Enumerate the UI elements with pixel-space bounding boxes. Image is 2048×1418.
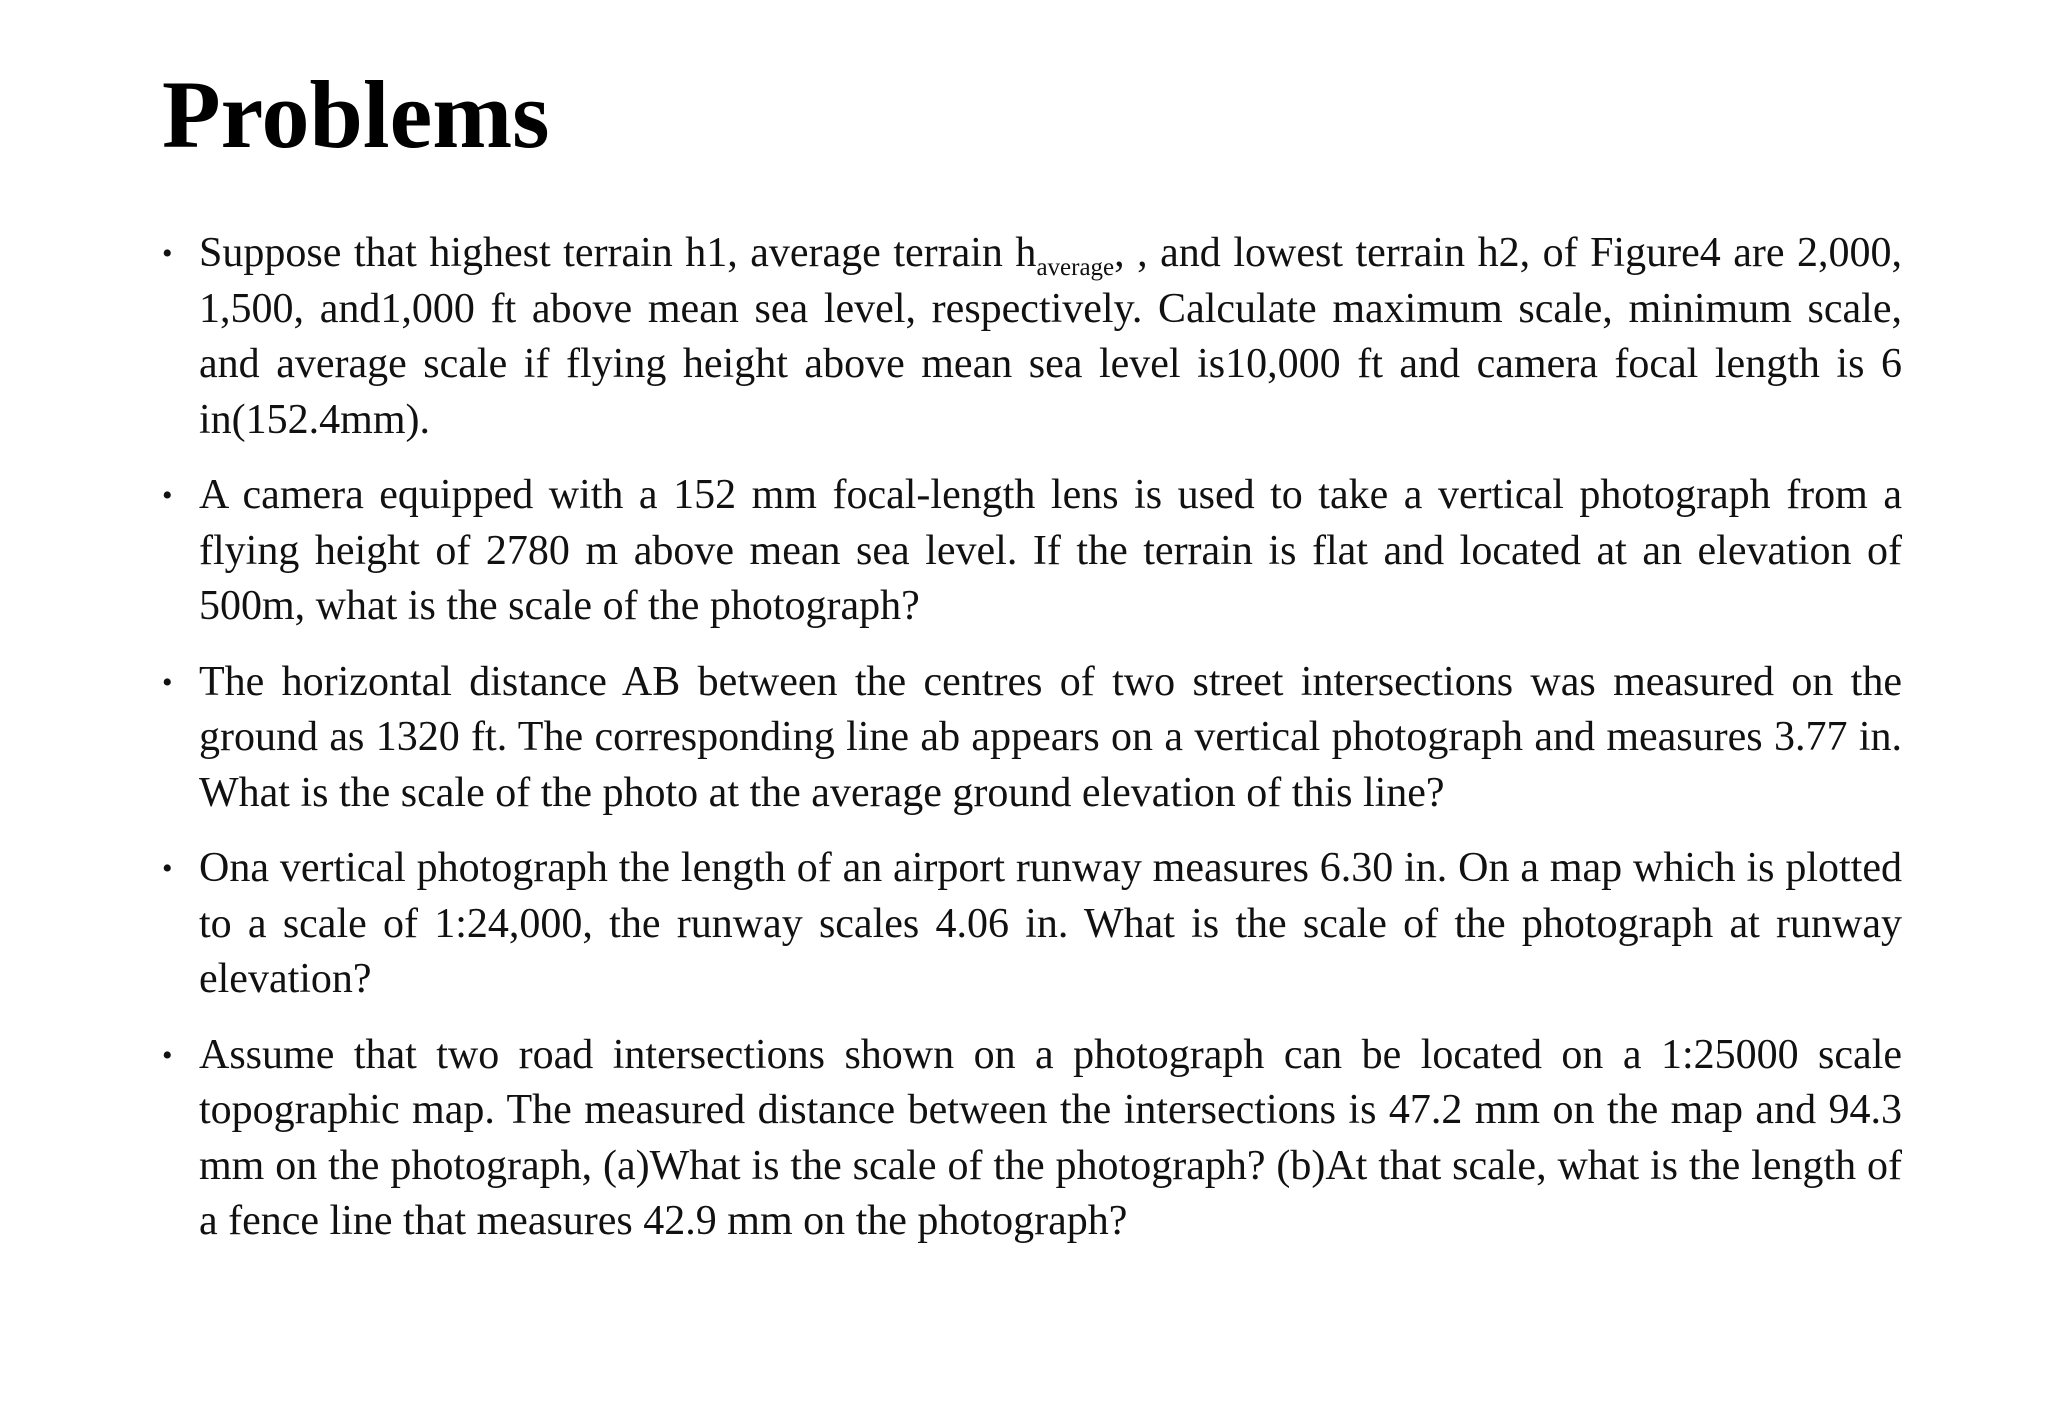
bullet-icon: • xyxy=(162,479,173,512)
problem-text: The horizontal distance AB between the centres of two street intersections was measured on the ground as 1320 ft. The corresponding line ab appears on a vertical photograph and measures 3.77 in. What is the scale of the photo at the average ground elevation of this line? xyxy=(199,658,1902,816)
problem-item-1 xyxy=(162,226,1902,448)
problem-text-part: Suppose that highest terrain h1, average terrain h xyxy=(199,230,1037,276)
problem-text: A camera equipped with a 152 mm focal-length lens is used to take a vertical photograph from a flying height of 2780 m above mean sea level. If the terrain is flat and located at an elevation of 500m, what is the scale of the photograph? xyxy=(199,472,1902,629)
problem-item-4 xyxy=(162,841,1902,1008)
problem-text-part: , , and lowest terrain h2, of Figure4 are 2,000, 1,500, and1,000 ft above mean sea level, respectively. Calculate maximum scale, minimum scale, and average scale if flying height above mean sea level is10,000 ft and camera focal length is 6 in(152.4mm). xyxy=(199,230,1903,443)
bullet-icon: • xyxy=(162,852,173,885)
problem-item-2 xyxy=(162,468,1902,635)
problem-text: Assume that two road intersections shown on a photograph can be located on a 1:25000 scale topographic map. The measured distance between the intersections is 47.2 mm on the map and 94.3 mm on the photograph, (a)What is the scale of the photograph? (b)At that scale, what is the length of a fence line that measures 42.9 mm on the photograph? xyxy=(199,1031,1902,1244)
bullet-icon: • xyxy=(162,665,173,699)
problem-list xyxy=(162,226,1902,1270)
page-title: Problems xyxy=(162,61,550,168)
bullet-icon: • xyxy=(162,1038,173,1072)
subscript-average: average xyxy=(1036,254,1115,281)
problem-item-5 xyxy=(162,1028,1902,1250)
bullet-icon: • xyxy=(162,237,173,270)
problem-item-3 xyxy=(162,655,1902,822)
problem-text: Ona vertical photograph the length of an airport runway measures 6.30 in. On a map which is plotted to a scale of 1:24,000, the runway scales 4.06 in. What is the scale of the photograph at runway elevation? xyxy=(199,845,1902,1002)
